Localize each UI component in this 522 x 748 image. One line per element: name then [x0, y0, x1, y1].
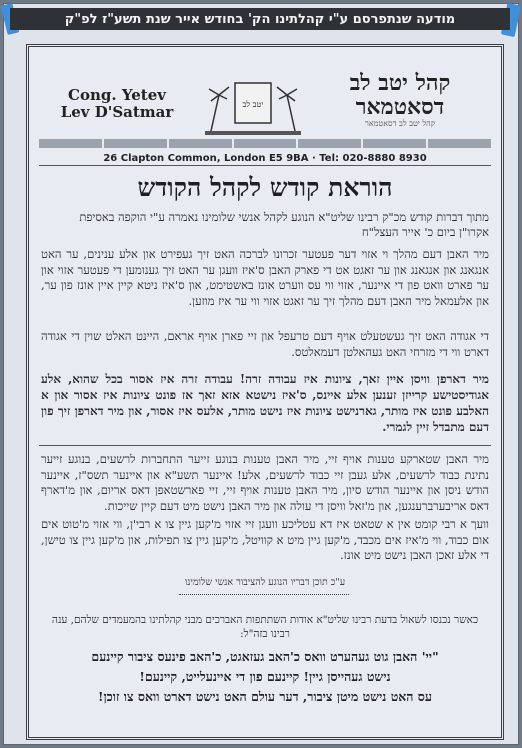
congregation-emblem-icon [205, 75, 301, 139]
quote-line: "יי' האבן גוט געהערט וואס כ'האב געזאגט, כ'האב פינעס ציבור קיינעם [91, 649, 439, 664]
paragraph: מיר האבן שטארקע טענות אויף זיי, מיר האבן טענות בנוגע זייער התחברות לרשעים, בנוגע זייער נתינת כבוד לרשעים, אלע געבן זיי כבוד לרשעים, אלע! איינער תשע"א און איינער תשס"ז, איינער הודש ניסן און איינער הודש סיון, מיר האבן טענות אויף זיי, זיי פארשטאפן דאס אריום, און מ'דארף דאס אריבערברענגען, און מ'זאל וויסן די עולה און מיר האבן נישט מיט דעם קיין שייכות. [41, 452, 489, 513]
paragraph: מיר האבן דעם מהלך וי אזוי דער פעטער זכרונו לברכה האט זיך געפירט און אלע ענינים, ער האט אנגאנג און אנגאנג און ער זאגט אט די פארק האבן ס'איז וועגן ער האט זיך גענומען די פעטער אזוי און ער פארט וואט פון די איינער, אזוי ווי עס ווערט אונז באשטימט, און ס'איז ניטא קיין איין אונז פון ער, און אלעמאל מיר האבן דעם מהלך זיך ער זאגט אזוי ווי ער איז מוזען. [41, 247, 489, 308]
congregation-hebrew-name [315, 71, 485, 129]
address-line: 26 Clapton Common, London E5 9BA · Tel: 020-8880 8930 [103, 153, 427, 164]
letterhead [39, 53, 491, 164]
notice-frame [26, 44, 504, 740]
divider [39, 445, 491, 446]
banner: מודעה שנתפרסם ע"י קהלתינו הק' בחודש אייר שנת תשע"ז לפ"ק [10, 8, 510, 30]
subtitle: מתוך דברות קודש מכ"ק רבינו שליט"א הנוגע לקהל אנשי שלומינו נאמרה ע"י הוקפה באסיפת אקרו"ן ביום כ' אייר העצל"ח [79, 210, 489, 239]
page-title: הוראת קודש לקהל הקודש [137, 173, 393, 202]
paragraph: מיר דארפן וויסן איין זאך, ציונות איז עבודה זרה! עבודה זרה איז אסור בכל שהוא, אלע אגודיסטישע קרייזן זענען אלע איינס, ס'איז נישטא אזא זאך אז פונט ציונות איז אסור און א האלבע פונט איז מותר, גארנישט ציונות איז נישט מותר, אלעס איז אסור, און מיר דארפן זיך פון דעם מתבדל זיין לגמרי. [41, 372, 489, 434]
address-strip [39, 139, 491, 148]
quote-line: נישט געהייסן גיין! קיינעם פון די איינעלייט, קיינעם! [139, 669, 391, 684]
notice-sheet [4, 4, 518, 744]
hebrew-name-text: קהל יטב לב דסאטמאר [349, 70, 451, 120]
divider [39, 165, 491, 166]
paragraph: די אגודה האט זיך געשטעלט אויף דעם טרעפל און זיי פארן אויף אראם, היינט האלט שוין די אגודה דארט ווי די מזרחי האט געהאלטן דעמאלטס. [41, 329, 489, 359]
quote-line: עס האט נישט מיטן ציבור, דער עולם האט נישט דארט וואס צו זוכן! [97, 689, 432, 704]
congregation-english-name: Cong. Yetev Lev D'Satmar [60, 86, 174, 121]
paragraph: וועך א רבי קומט אין א שטאט איז דא עטליכע וועגן זיי אזוי מ'קען גיין צו א רבי'ן, ווי אזוי מ'טוט אים אום כבוד, ווי מ'איז אים מכבד, מ'קען גיין מיט א קוויטל, מ'קען גיין צו תפילות, און מ'קען גיין צו טישן, די אלע זאכן האבן נישט מיט אונז. [41, 517, 489, 562]
quote-block [41, 647, 489, 707]
signoff: ע"כ תוכן דבריו הנוגע להציבור אנשי שלומינו [184, 577, 346, 588]
hebrew-tagline: קהל יטב לב דסאטמאר [364, 119, 436, 128]
emblem-label: יטב לב [242, 100, 264, 109]
dotted-divider [179, 594, 349, 595]
footer-heading: כאשר נכנסו לשאול בדעת רבינו שליט"א אודות השתתפות האברכים מבני קהלתינו בהמעמדים שלהם, ענה רבינו בזה"ל: [51, 614, 479, 640]
